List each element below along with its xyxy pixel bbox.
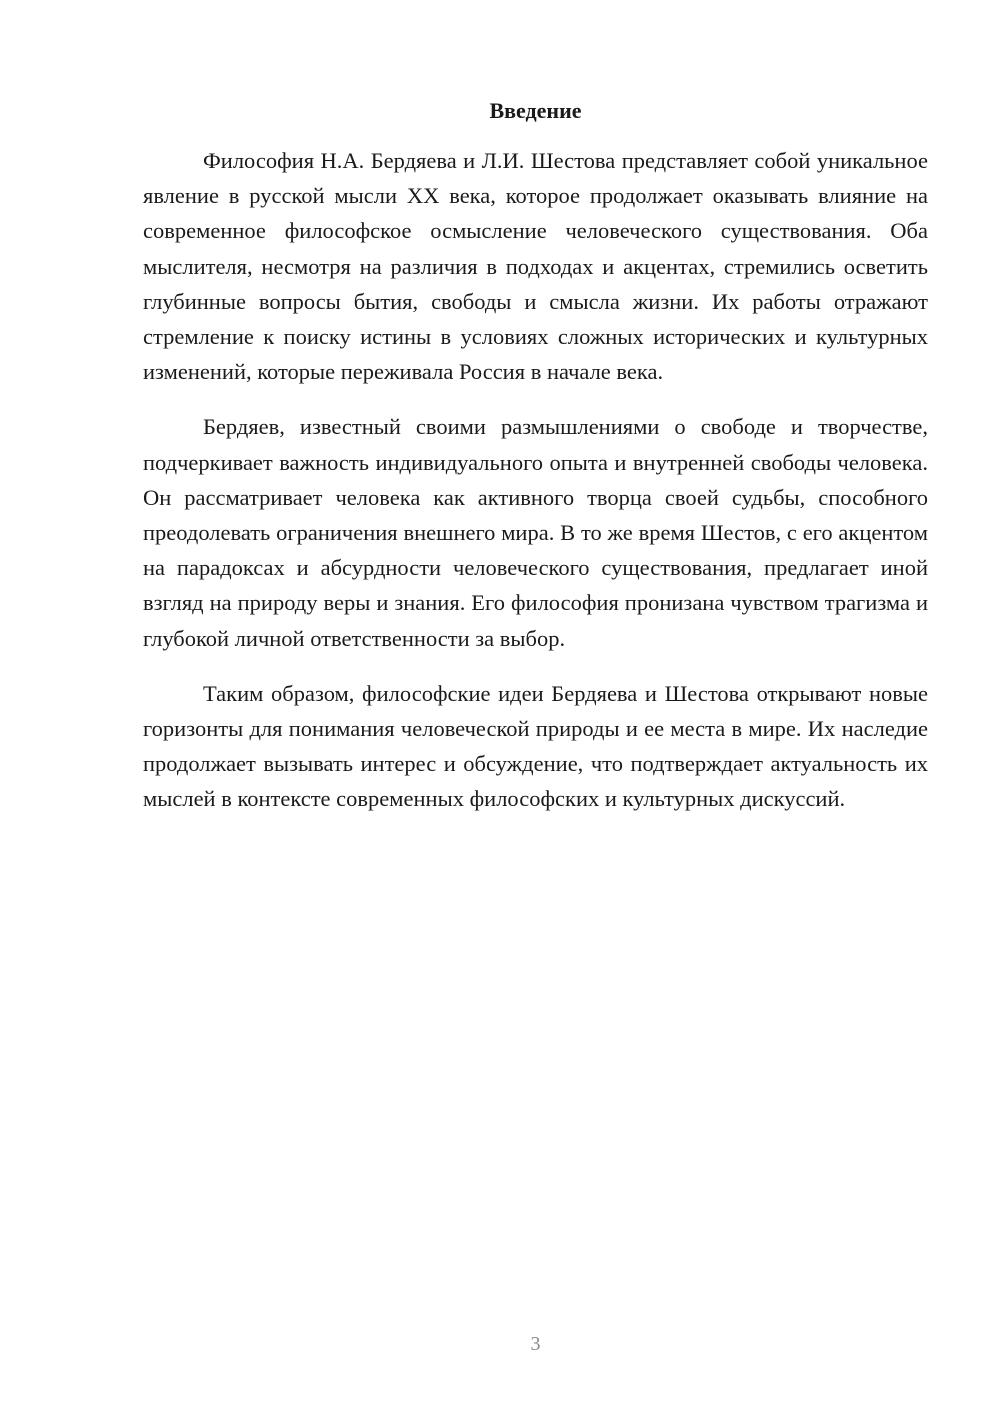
page-number: 3: [530, 1333, 541, 1355]
document-body: [143, 143, 928, 817]
paragraph-2: Бердяев, известный своими размышлениями о свободе и творчестве, подчеркивает важность индивидуального опыта и внутренней свободы человека. Он рассматривает человека как активного творца своей судьбы, способного преодолевать ограничения внешнего мира. В то же время Шестов, с его акцентом на парадоксах и абсурдности человеческого существования, предлагает иной взгляд на природу веры и знания. Его философия пронизана чувством трагизма и глубокой личной ответственности за выбор.: [143, 414, 928, 651]
paragraph-1: Философия Н.А. Бердяева и Л.И. Шестова представляет собой уникальное явление в русской мысли XX века, которое продолжает оказывать влияние на современное философское осмысление человеческого существования. Оба мыслителя, несмотря на различия в подходах и акцентах, стремились осветить глубинные вопросы бытия, свободы и смысла жизни. Их работы отражают стремление к поиску истины в условиях сложных исторических и культурных изменений, которые переживала Россия в начале века.: [143, 148, 928, 385]
paragraph-3: Таким образом, философские идеи Бердяева и Шестова открывают новые горизонты для понимания человеческой природы и ее места в мире. Их наследие продолжает вызывать интерес и обсуждение, что подтверждает актуальность их мыслей в контексте современных философских и культурных дискуссий.: [143, 680, 928, 812]
page-title: Введение: [489, 98, 582, 123]
